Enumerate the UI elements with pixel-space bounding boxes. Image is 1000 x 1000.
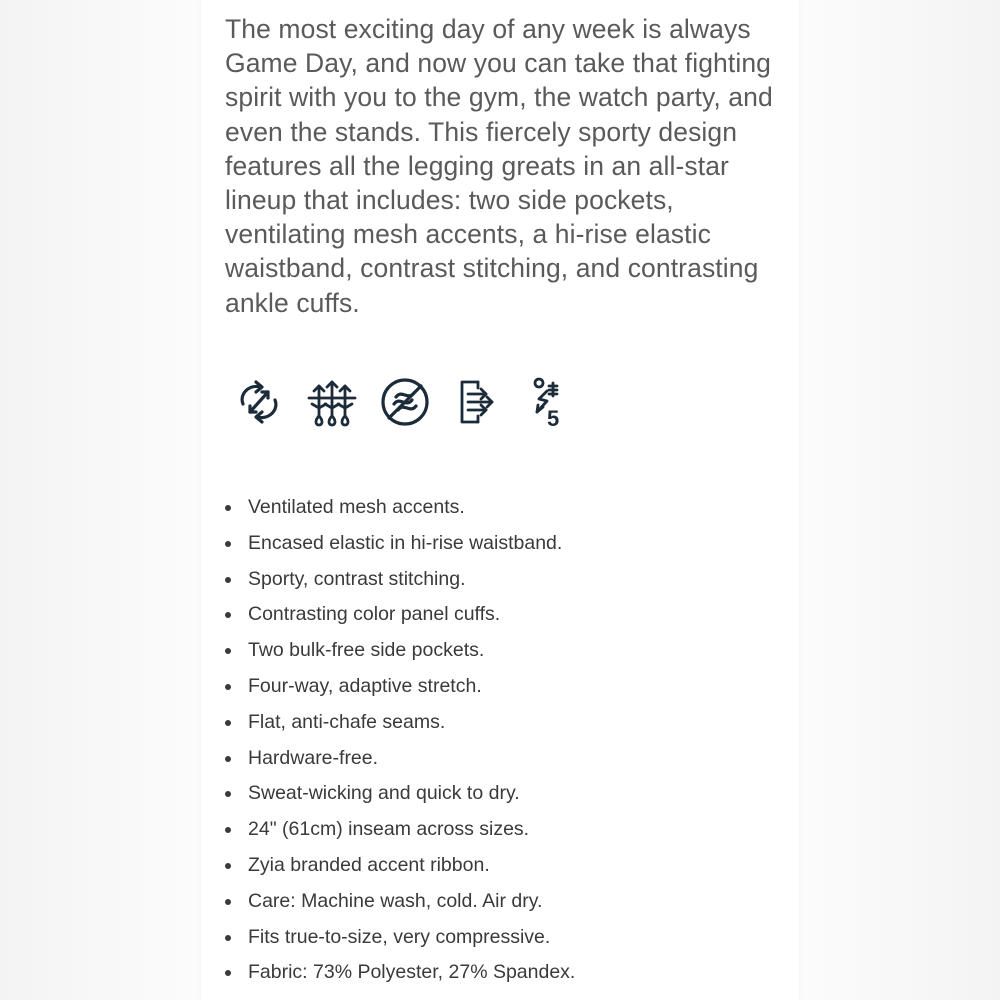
feature-icon-row: [231, 372, 596, 432]
feature-item: Fabric: 73% Polyester, 27% Spandex.: [201, 955, 799, 991]
feature-item: Ventilated mesh accents.: [201, 490, 799, 526]
feature-item: 24" (61cm) inseam across sizes.: [201, 812, 799, 848]
feature-item: Care: Machine wash, cold. Air dry.: [201, 884, 799, 920]
feature-item: Encased elastic in hi-rise waistband.: [201, 526, 799, 562]
feature-item: Flat, anti-chafe seams.: [201, 705, 799, 741]
compression-level-icon: [523, 374, 579, 430]
feature-item: Sweat-wicking and quick to dry.: [201, 776, 799, 812]
stretch-arrows-icon: [231, 374, 287, 430]
feature-item: Hardware-free.: [201, 741, 799, 777]
product-description: The most exciting day of any week is always Game Day, and now you can take that fighting spirit with you to the gym, the watch party, and even the stands. This fiercely sporty design features all the legging greats in an all-star lineup that includes: two side pockets, ventilating mesh accents, a hi-rise elastic waistband, contrast stitching, and contrasting ankle cuffs.: [225, 14, 773, 318]
moisture-wicking-icon: [304, 374, 360, 430]
feature-item: Zyia branded accent ribbon.: [201, 848, 799, 884]
feature-item: Contrasting color panel cuffs.: [201, 597, 799, 633]
feature-item: Fits true-to-size, very compressive.: [201, 920, 799, 956]
product-details-card: [201, 0, 799, 1000]
anti-chafe-icon: [377, 374, 433, 430]
feature-item: Sporty, contrast stitching.: [201, 562, 799, 598]
compression-level-number: 5: [547, 406, 560, 430]
feature-item: Two bulk-free side pockets.: [201, 633, 799, 669]
feature-list: [201, 490, 799, 991]
hardware-free-icon: [450, 374, 506, 430]
feature-item: Four-way, adaptive stretch.: [201, 669, 799, 705]
